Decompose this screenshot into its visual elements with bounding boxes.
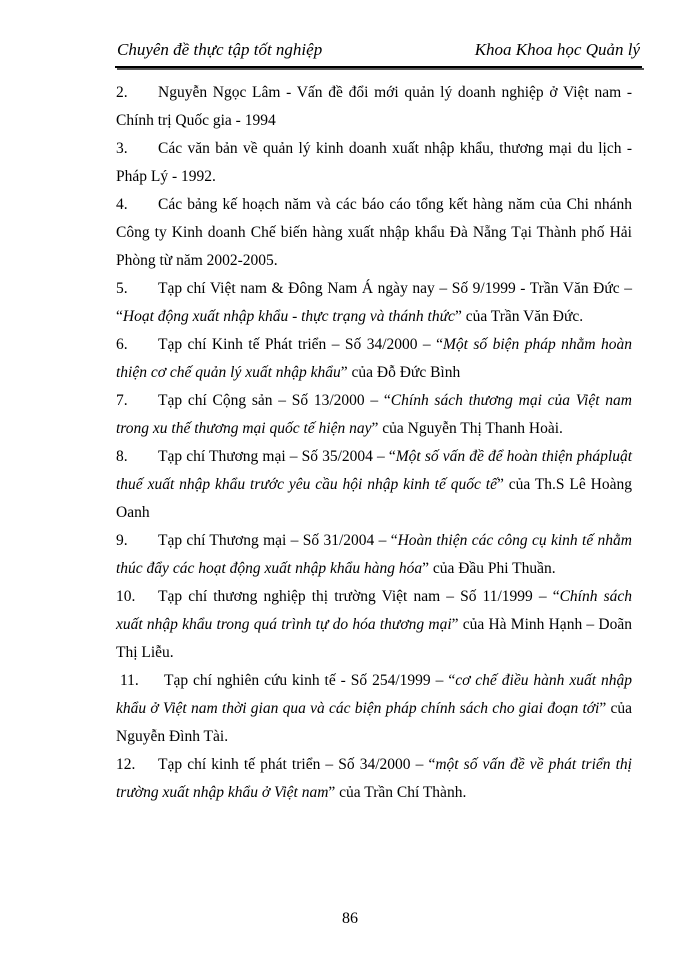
reference-title: Hoàn thiện các công cụ kinh tế nhằm thúc đẩy các hoạt động xuất nhập khẩu hàng hóa	[116, 532, 632, 577]
reference-text: Tạp chí thương nghiệp thị trường Việt nam – Số 11/1999 – “	[158, 588, 560, 605]
reference-text: Tạp chí Thương mại – Số 31/2004 – “	[158, 532, 398, 549]
header-left-title: Chuyên đề thực tập tốt nghiệp	[117, 40, 323, 59]
reference-author: ” của Hà Minh Hạnh – Doãn Thị Liễu.	[116, 616, 632, 661]
reference-item	[116, 443, 632, 527]
reference-text: Tạp chí Thương mại – Số 35/2004 – “	[158, 448, 396, 465]
reference-author: ” của Nguyễn Đình Tài.	[116, 700, 632, 745]
reference-list	[116, 79, 632, 807]
reference-number: 11.	[120, 672, 139, 689]
reference-number: 4.	[116, 196, 128, 213]
header-rule	[117, 68, 644, 70]
reference-text: Tạp chí kinh tế phát triển – Số 34/2000 – “	[158, 756, 436, 773]
reference-author: ” của Th.S Lê Hoàng Oanh	[116, 476, 632, 521]
reference-number: 12.	[116, 756, 136, 773]
reference-text: Nguyễn Ngọc Lâm - Vấn đề đổi mới quản lý doanh nghiệp ở Việt nam - Chính trị Quốc gia - 1994	[116, 84, 632, 129]
reference-text: Các bảng kế hoạch năm và các báo cáo tổng kết hàng năm của Chi nhánh Công ty Kinh doanh Chế biến hàng xuất nhập khẩu Đà Nẵng Tại Thành phố Hải Phòng từ năm 2002-2005.	[116, 196, 632, 269]
reference-item	[116, 275, 632, 331]
reference-item	[116, 79, 632, 135]
header-right-title: Khoa Khoa học Quản lý	[474, 40, 640, 59]
reference-item	[116, 331, 632, 387]
reference-title: Một số vấn đề để hoàn thiện phápluật thuế xuất nhập khẩu trước yêu cầu hội nhập kinh tế quốc tế	[116, 448, 633, 493]
reference-number: 8.	[116, 448, 128, 465]
reference-text: Tạp chí nghiên cứu kinh tế - Số 254/1999 – “	[164, 672, 456, 689]
reference-title: Hoạt động xuất nhập khẩu - thực trạng và thánh thức	[122, 308, 455, 325]
reference-author: ” của Nguyễn Thị Thanh Hoài.	[371, 420, 563, 437]
reference-text: Các văn bản về quản lý kinh doanh xuất nhập khẩu, thương mại du lịch - Pháp Lý - 1992.	[116, 140, 632, 185]
reference-author: ” của Trần Chí Thành.	[328, 784, 467, 801]
reference-item	[116, 751, 632, 807]
reference-number: 6.	[116, 336, 128, 353]
reference-author: ” của Trần Văn Đức.	[454, 308, 584, 325]
page-number: 86	[342, 910, 358, 927]
reference-number: 9.	[116, 532, 128, 549]
reference-number: 3.	[116, 140, 128, 157]
reference-number: 5.	[116, 280, 128, 297]
reference-title: cơ chế điều hành xuất nhập khẩu ở Việt nam thời gian qua và các biện pháp chính sách cho giai đoạn tới	[116, 672, 632, 717]
reference-number: 7.	[116, 392, 128, 409]
reference-title: Chính sách thương mại của Việt nam trong xu thế thương mại quốc tế hiện nay	[116, 392, 632, 437]
reference-item	[116, 527, 632, 583]
reference-author: ” của Đỗ Đức Bình	[340, 364, 461, 381]
reference-text: Tạp chí Việt nam & Đông Nam Á ngày nay – Số 9/1999 - Trần Văn Đức – “	[116, 280, 632, 325]
reference-item	[116, 135, 632, 191]
reference-author: ” của Đầu Phi Thuần.	[422, 560, 556, 577]
page-header	[115, 40, 642, 68]
reference-title: Một số biện pháp nhằm hoàn thiện cơ chế quản lý xuất nhập khẩu	[116, 336, 632, 381]
reference-number: 2.	[116, 84, 128, 101]
reference-title: Chính sách xuất nhập khẩu trong quá trình tự do hóa thương mại	[116, 588, 632, 633]
reference-text: Tạp chí Cộng sản – Số 13/2000 – “	[158, 392, 391, 409]
reference-item	[116, 387, 632, 443]
reference-title: một số vấn đề về phát triển thị trường xuất nhập khẩu ở Việt nam	[116, 756, 632, 801]
reference-item	[116, 583, 632, 667]
reference-text: Tạp chí Kinh tế Phát triển – Số 34/2000 – “	[158, 336, 443, 353]
reference-item	[116, 667, 632, 751]
reference-item	[116, 191, 632, 275]
reference-number: 10.	[116, 588, 136, 605]
